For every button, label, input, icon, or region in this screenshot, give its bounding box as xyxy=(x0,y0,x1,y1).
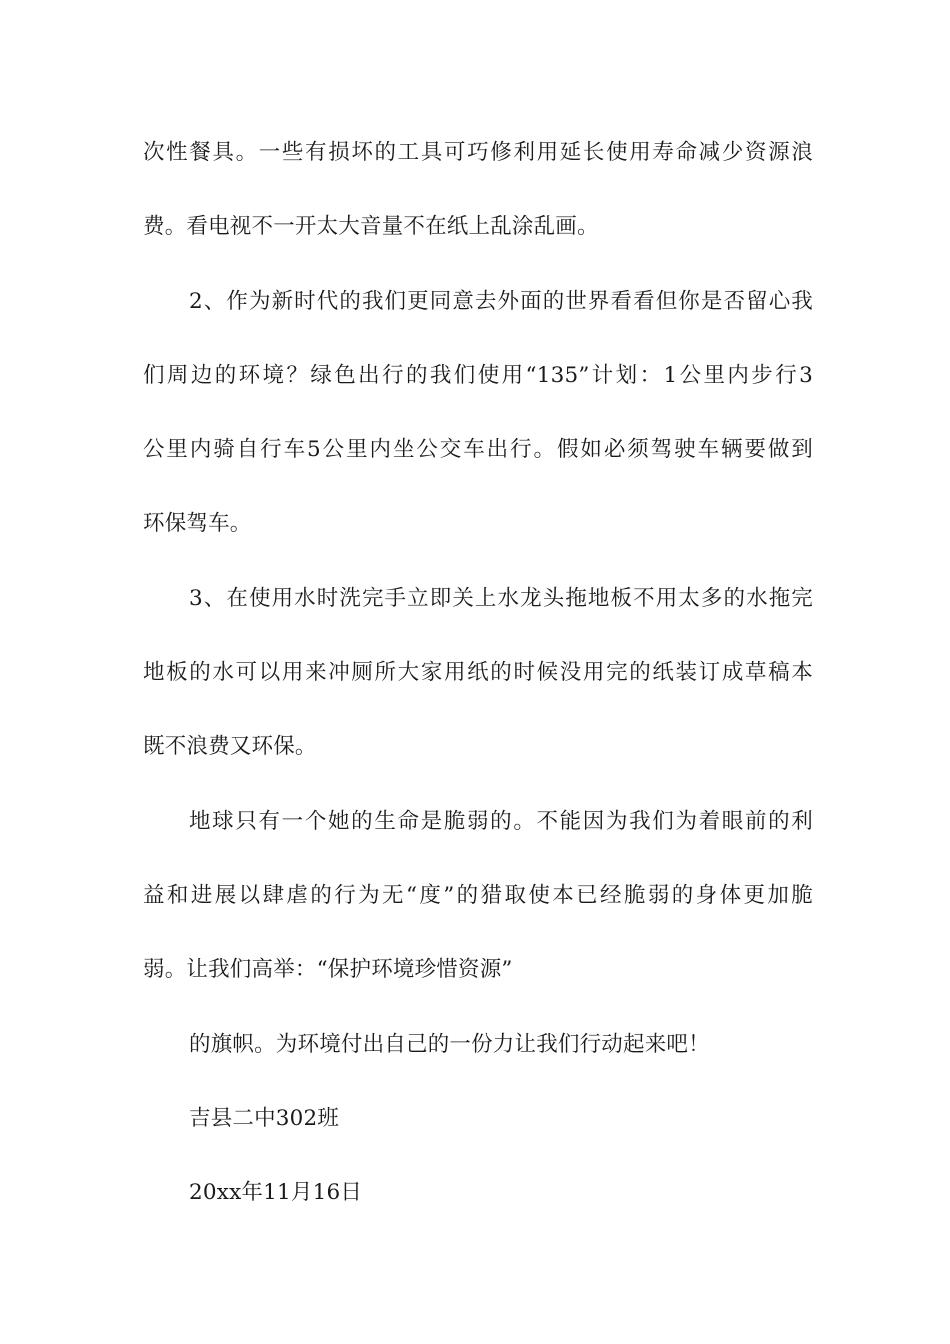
text-line: 既不浪费又环保。 xyxy=(143,734,317,759)
text-line: 费。看电视不一开太大音量不在纸上乱涂乱画。 xyxy=(143,214,599,239)
slogan-line: 弱。让我们高举：“保护环境珍惜资源” xyxy=(143,957,513,982)
text-line: 公里内骑自行车5公里内坐公交车出行。假如必须驾驶车辆要做到 xyxy=(143,437,813,462)
text-line: 地板的水可以用来冲厕所大家用纸的时候没用完的纸装订成草稿本 xyxy=(143,660,813,685)
closing-paragraph: 地球只有一个她的生命是脆弱的。不能因为我们为着眼前的利 xyxy=(189,809,813,834)
text-line: 次性餐具。一些有损坏的工具可巧修利用延长使用寿命减少资源浪 xyxy=(143,140,813,165)
paragraph-item-3: 3、在使用水时洗完手立即关上水龙头拖地板不用太多的水拖完 xyxy=(189,586,813,611)
text-line: 们周边的环境？绿色出行的我们使用“135”计划：1公里内步行3 xyxy=(143,363,813,388)
signature-class: 吉县二中302班 xyxy=(189,1106,340,1131)
text-line: 的旗帜。为环境付出自己的一份力让我们行动起来吧！ xyxy=(189,1032,710,1057)
signature-date: 20xx年11月16日 xyxy=(189,1180,363,1205)
paragraph-item-2: 2、作为新时代的我们更同意去外面的世界看看但你是否留心我 xyxy=(189,289,813,314)
text-line: 益和进展以肆虐的行为无“度”的猎取使本已经脆弱的身体更加脆 xyxy=(143,883,813,908)
text-line: 环保驾车。 xyxy=(143,511,252,536)
